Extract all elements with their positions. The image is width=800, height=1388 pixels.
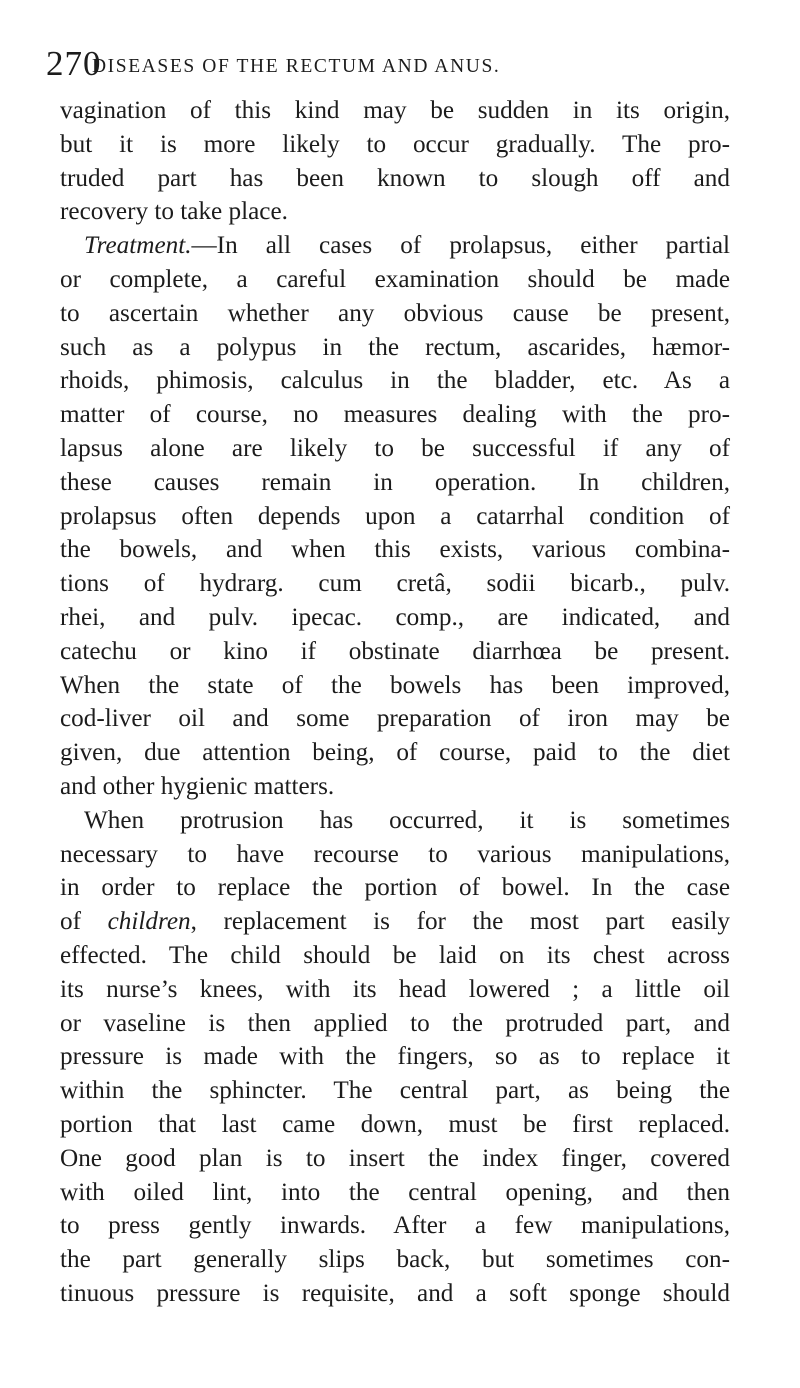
text-line [60,195,730,229]
text-line [60,838,730,872]
line-text: or vaseline is then applied to the protruded part, and [60,1009,730,1037]
text-line [60,1007,730,1041]
line-text: When protrusion has occurred, it is sometimes [84,806,730,834]
line-text: —In all cases of prolapsus, either partial [191,232,730,260]
text-line [60,229,730,263]
text-line [60,567,730,601]
line-text: to press gently inwards. After a few manipulations, [60,1212,730,1240]
text-line [60,939,730,973]
text-line [60,466,730,500]
line-text: given, due attention being, of course, paid to the diet [60,739,730,767]
line-text: One good plan is to insert the index finger, covered [60,1144,730,1172]
text-line [60,1243,730,1277]
line-text: or complete, a careful examination should be made [60,265,730,293]
line-text: these causes remain in operation. In children, [60,468,730,496]
line-text: tinuous pressure is requisite, and a soft sponge should [60,1279,730,1307]
line-text: rhei, and pulv. ipecac. comp., are indicated, and [60,603,730,631]
text-line [60,1040,730,1074]
text-line [60,162,730,196]
text-line [60,364,730,398]
line-text: but it is more likely to occur gradually. The pro- [60,130,730,158]
section-heading: Treatment. [84,232,192,260]
line-text: in order to replace the portion of bowel. In the case [60,874,730,902]
text-line [60,1108,730,1142]
running-title: DISEASES OF THE RECTUM AND ANUS. [92,56,501,77]
body-text [60,94,730,1311]
line-text: rhoids, phimosis, calculus in the bladder, etc. As a [60,367,730,395]
text-line [60,398,730,432]
text-line [60,1142,730,1176]
text-line [60,297,730,331]
text-line [60,905,730,939]
page-number: 270 [46,44,102,83]
text-line [60,533,730,567]
emphasized-word: children [107,908,191,936]
text-line [60,128,730,162]
text-line [60,263,730,297]
text-line [60,736,730,770]
text-line [60,94,730,128]
line-text: pressure is made with the fingers, so as to replace it [60,1043,730,1071]
text-line [60,702,730,736]
text-line [60,601,730,635]
line-text: such as a polypus in the rectum, ascarides, hæmor- [60,333,730,361]
line-text: its nurse’s knees, with its head lowered ; a little oil [60,975,730,1003]
line-text: within the sphincter. The central part, as being the [60,1077,730,1105]
text-line [60,871,730,905]
line-text: catechu or kino if obstinate diarrhœa be present. [60,637,730,665]
text-line [60,770,730,804]
line-text: portion that last came down, must be first replaced. [60,1110,730,1138]
text-line [60,432,730,466]
line-text: truded part has been known to slough off and [60,164,730,192]
line-text: and other hygienic matters. [60,772,335,800]
line-text: When the state of the bowels has been improved, [60,671,730,699]
line-text: vagination of this kind may be sudden in its origin, [60,97,730,124]
line-text: necessary to have recourse to various manipulations, [60,840,730,868]
text-line [60,1176,730,1210]
text-line [60,500,730,534]
page-header [46,40,730,94]
line-text: of [60,908,108,936]
line-text: cod-liver oil and some preparation of iron may be [60,705,730,733]
line-text: effected. The child should be laid on its chest across [60,941,730,969]
text-line [60,804,730,838]
text-line [60,1277,730,1311]
line-text: with oiled lint, into the central opening, and then [60,1178,730,1206]
text-line [60,635,730,669]
line-text: tions of hydrarg. cum cretâ, sodii bicarb., pulv. [60,570,730,598]
line-text: the part generally slips back, but sometimes con- [60,1246,730,1274]
line-text: prolapsus often depends upon a catarrhal condition of [60,502,730,530]
text-line [60,973,730,1007]
text-line [60,1074,730,1108]
line-text: to ascertain whether any obvious cause be present, [60,299,730,327]
line-text: matter of course, no measures dealing with the pro- [60,401,730,429]
text-line [60,669,730,703]
line-text: lapsus alone are likely to be successful if any of [60,434,730,462]
line-text: the bowels, and when this exists, various combina- [60,536,730,564]
line-text: , replacement is for the most part easily [190,908,730,936]
text-line [60,331,730,365]
text-line [60,1209,730,1243]
line-text: recovery to take place. [60,198,288,226]
